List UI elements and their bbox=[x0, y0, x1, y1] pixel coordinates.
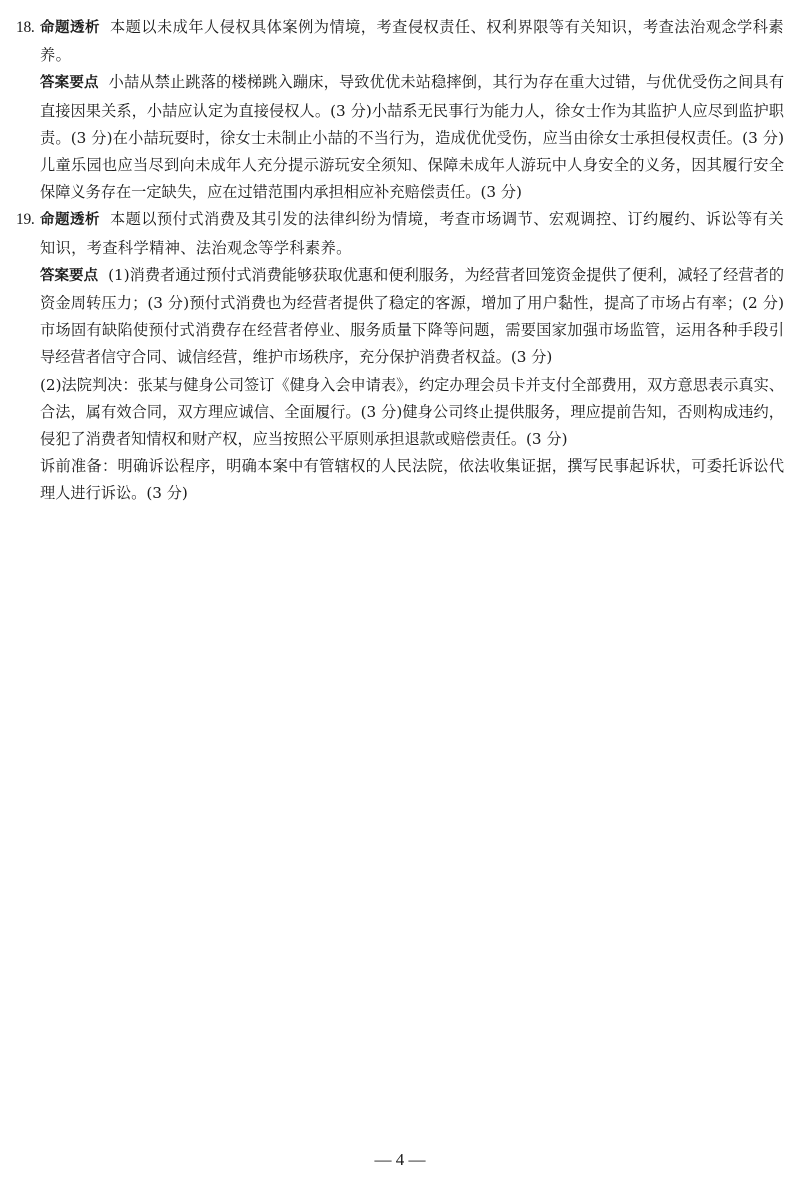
answer-part-2: (2)法院判决：张某与健身公司签订《健身入会申请表》，约定办理会员卡并支付全部费用，双方意思表示真实、合法，属有效合同，双方理应诚信、全面履行。(3 分)健身公司终止提供服务，理应提前告知，否则构成违约，侵犯了消费者知情权和财产权，应当按照公平原则承担退款或赔偿责任。(3 分) bbox=[40, 375, 784, 449]
intro-paragraph bbox=[40, 206, 784, 261]
question-number: 18. bbox=[16, 19, 35, 36]
intro-text: 本题以预付式消费及其引发的法律纠纷为情境，考查市场调节、宏观调控、订约履约、诉讼等有关知识，考查科学精神、法治观念等学科素养。 bbox=[40, 210, 784, 257]
answer-paragraph bbox=[40, 69, 784, 206]
answer-text: 小喆从禁止跳落的楼梯跳入蹦床，导致优优未站稳摔倒，其行为存在重大过错，与优优受伤之间具有直接因果关系，小喆应认定为直接侵权人。(3 分)小喆系无民事行为能力人，徐女士作为其监护人应尽到监护职责。(3 分)在小喆玩耍时，徐女士未制止小喆的不当行为，造成优优受伤，应当由徐女士承担侵权责任。(3 分)儿童乐园也应当尽到向未成年人充分提示游玩安全须知、保障未成年人游玩中人身安全的义务，因其履行安全保障义务存在一定缺失，应在过错范围内承担相应补充赔偿责任。(3 分) bbox=[40, 73, 785, 202]
answer-content bbox=[16, 14, 784, 508]
answer-part-3: 诉前准备：明确诉讼程序，明确本案中有管辖权的人民法院，依法收集证据，撰写民事起诉状，可委托诉讼代理人进行诉讼。(3 分) bbox=[40, 457, 784, 503]
question-18 bbox=[16, 14, 784, 206]
answer-paragraph bbox=[40, 262, 784, 372]
question-number: 19. bbox=[16, 211, 35, 229]
intro-heading: 命题透析 bbox=[40, 20, 100, 36]
question-19 bbox=[16, 206, 784, 507]
intro-paragraph bbox=[40, 14, 784, 69]
intro-heading: 命题透析 bbox=[40, 212, 100, 229]
answer-part-1: (1)消费者通过预付式消费能够获取优惠和便利服务，为经营者回笼资金提供了便利，减轻了经营者的资金周转压力；(3 分)预付式消费也为经营者提供了稳定的客源，增加了用户黏性，提高了市场占有率；(2 分)市场固有缺陷使预付式消费存在经营者停业、服务质量下降等问题，需要国家加强市场监管，运用各种手段引导经营者信守合同、诚信经营，维护市场秩序，充分保护消费者权益。(3 分) bbox=[40, 265, 785, 367]
answer-heading: 答案要点 bbox=[40, 267, 99, 284]
intro-text: 本题以未成年人侵权具体案例为情境，考查侵权责任、权利界限等有关知识，考查法治观念学科素养。 bbox=[40, 18, 784, 65]
page-number: — 4 — bbox=[374, 1150, 426, 1169]
answer-heading: 答案要点 bbox=[40, 75, 99, 92]
